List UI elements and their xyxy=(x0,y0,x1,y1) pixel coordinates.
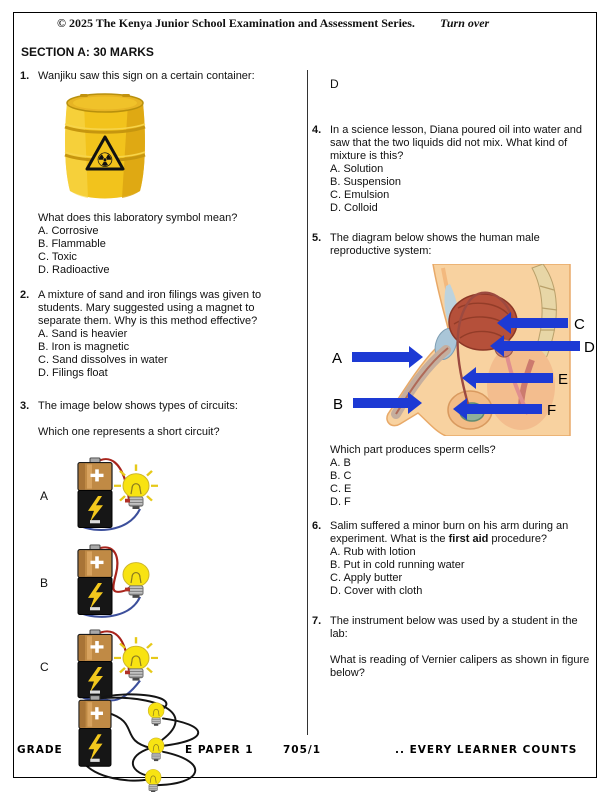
question-4 xyxy=(312,124,598,215)
diagram-label-c: C xyxy=(574,316,585,333)
question-number: 3. xyxy=(20,400,30,412)
bold-term: first aid xyxy=(448,533,489,545)
q3-choice-b xyxy=(20,544,306,622)
option: C. Emulsion xyxy=(330,189,390,201)
question-6 xyxy=(312,520,598,598)
q3-choice-a xyxy=(20,457,306,535)
footer-paper-label: E PAPER 1 xyxy=(185,744,254,756)
footer-paper-code: 705/1 xyxy=(283,744,322,756)
footer-grade-label: GRADE xyxy=(17,744,63,756)
question-stem: A mixture of sand and iron filings was given to students. Mary suggested using a magnet to separate them. Why is this method effective? xyxy=(38,289,262,327)
option: A. B xyxy=(330,457,351,469)
circuit-image-d xyxy=(62,689,262,792)
question-stem: The image below shows types of circuits: xyxy=(38,400,238,412)
question-number: 4. xyxy=(312,124,322,136)
option: A. Solution xyxy=(330,163,384,175)
column-divider xyxy=(307,70,308,735)
arrow-b-icon xyxy=(353,392,422,414)
arrow-a-icon xyxy=(352,346,423,368)
option: C. Toxic xyxy=(38,251,77,263)
q3-option-d-label: D xyxy=(330,77,339,91)
option: C. Apply butter xyxy=(330,572,403,584)
choice-letter: B xyxy=(40,575,49,590)
question-text: What does this laboratory symbol mean? xyxy=(38,212,238,224)
footer-motto: .. EVERY LEARNER COUNTS xyxy=(395,744,578,756)
male-reproductive-diagram xyxy=(318,264,596,436)
question-number: 7. xyxy=(312,615,322,627)
choice-letter: A xyxy=(40,488,49,503)
question-5-choices xyxy=(330,444,598,509)
svg-text:☢: ☢ xyxy=(96,150,114,172)
option: C. Sand dissolves in water xyxy=(38,354,168,366)
choice-letter: C xyxy=(40,659,49,674)
question-text: What is reading of Vernier calipers as shown in figure below? xyxy=(330,654,590,679)
option: B. C xyxy=(330,470,352,482)
question-text: Which one represents a short circuit? xyxy=(38,426,220,438)
question-7 xyxy=(312,615,598,680)
option: B. Iron is magnetic xyxy=(38,341,130,353)
option: D. F xyxy=(330,496,351,508)
question-text: Which part produces sperm cells? xyxy=(330,444,496,456)
diagram-label-b: B xyxy=(333,396,344,413)
left-column xyxy=(20,70,306,705)
option: A. Sand is heavier xyxy=(38,328,128,340)
circuit-image-b xyxy=(72,544,194,622)
question-1 xyxy=(20,70,306,83)
question-stem: Wanjiku saw this sign on a certain container: xyxy=(38,70,255,82)
option: D. Colloid xyxy=(330,202,378,214)
question-2 xyxy=(20,289,306,380)
option: B. Suspension xyxy=(330,176,401,188)
section-title: SECTION A: 30 MARKS xyxy=(21,45,154,59)
option: A. Corrosive xyxy=(38,225,99,237)
option: D. Filings float xyxy=(38,367,108,379)
circuit-image-a xyxy=(72,457,194,535)
copyright-notice: © 2025 The Kenya Junior School Examination and Assessment Series. xyxy=(57,16,415,30)
option: B. Put in cold running water xyxy=(330,559,465,571)
diagram-label-f: F xyxy=(547,402,557,419)
question-number: 6. xyxy=(312,520,322,532)
option: D. Radioactive xyxy=(38,264,110,276)
question-number: 1. xyxy=(20,70,30,82)
diagram-label-d: D xyxy=(584,339,595,356)
diagram-label-e: E xyxy=(558,371,569,388)
question-3 xyxy=(20,400,306,413)
question-number: 2. xyxy=(20,289,30,301)
diagram-label-a: A xyxy=(332,350,343,367)
option: A. Rub with lotion xyxy=(330,546,416,558)
question-stem: The instrument below was used by a student in the lab: xyxy=(330,615,578,640)
question-stem: In a science lesson, Diana poured oil into water and saw that the two liquids did not mix. What kind of mixture is this? xyxy=(330,124,582,162)
question-5 xyxy=(312,232,598,258)
radioactive-drum-image xyxy=(58,91,153,203)
question-stem: The diagram below shows the human male reproductive system: xyxy=(330,232,540,257)
option: D. Cover with cloth xyxy=(330,585,423,597)
question-number: 5. xyxy=(312,232,322,244)
option: C. E xyxy=(330,483,352,495)
question-stem: Salim suffered a minor burn on his arm during an experiment. What is the first aid procedure? xyxy=(330,520,569,545)
turn-over-label: Turn over xyxy=(440,16,490,30)
right-column xyxy=(312,70,598,680)
question-1-choices xyxy=(38,212,306,277)
option: B. Flammable xyxy=(38,238,106,250)
